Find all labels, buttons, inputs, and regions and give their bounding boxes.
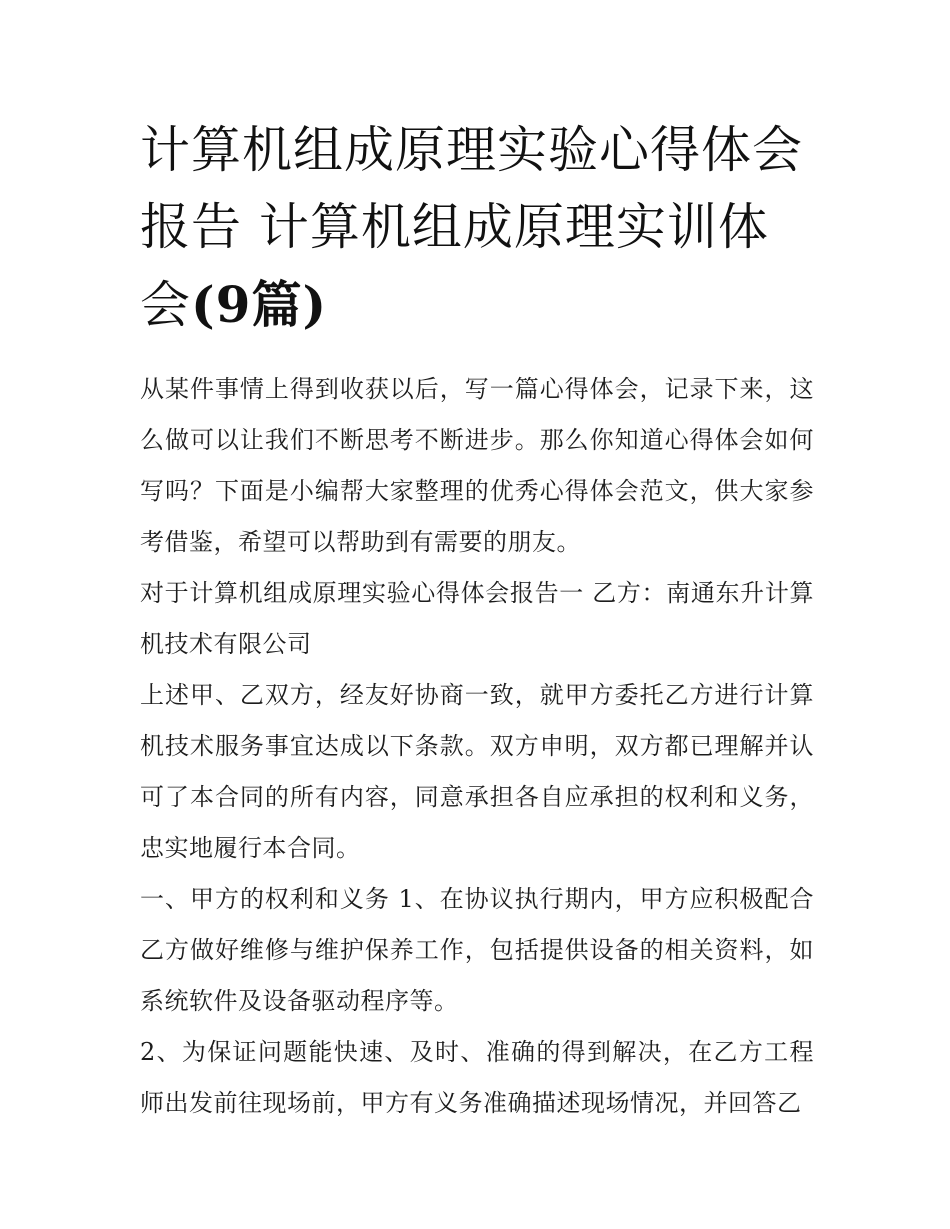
- document-body: [140, 364, 814, 1129]
- paragraph-party-a-rights: 一、甲方的权利和义务 1、在协议执行期内，甲方应积极配合乙方做好维修与维护保养工作，包括提供设备的相关资料，如系统软件及设备驱动程序等。: [140, 885, 814, 1015]
- document-title: [140, 112, 814, 344]
- paragraph-party-b: 对于计算机组成原理实验心得体会报告一 乙方：南通东升计算机技术有限公司: [140, 579, 814, 658]
- paragraph-intro: 从某件事情上得到收获以后，写一篇心得体会，记录下来，这么做可以让我们不断思考不断进步。那么你知道心得体会如何写吗？下面是小编帮大家整理的优秀心得体会范文，供大家参考借鉴，希望可以帮助到有需要的朋友。: [140, 375, 814, 556]
- document-title-count: (9篇): [191, 275, 328, 334]
- paragraph-agreement: 上述甲、乙双方，经友好协商一致，就甲方委托乙方进行计算机技术服务事宜达成以下条款。双方申明，双方都已理解并认可了本合同的所有内容，同意承担各自应承担的权利和义务，忠实地履行本合同。: [140, 681, 814, 862]
- document-title-text: 计算机组成原理实验心得体会报告 计算机组成原理实训体会(9篇): [140, 121, 803, 334]
- paragraph-clause-2: 2、为保证问题能快速、及时、准确的得到解决，在乙方工程师出发前往现场前，甲方有义务准确描述现场情况，并回答乙: [140, 1038, 814, 1117]
